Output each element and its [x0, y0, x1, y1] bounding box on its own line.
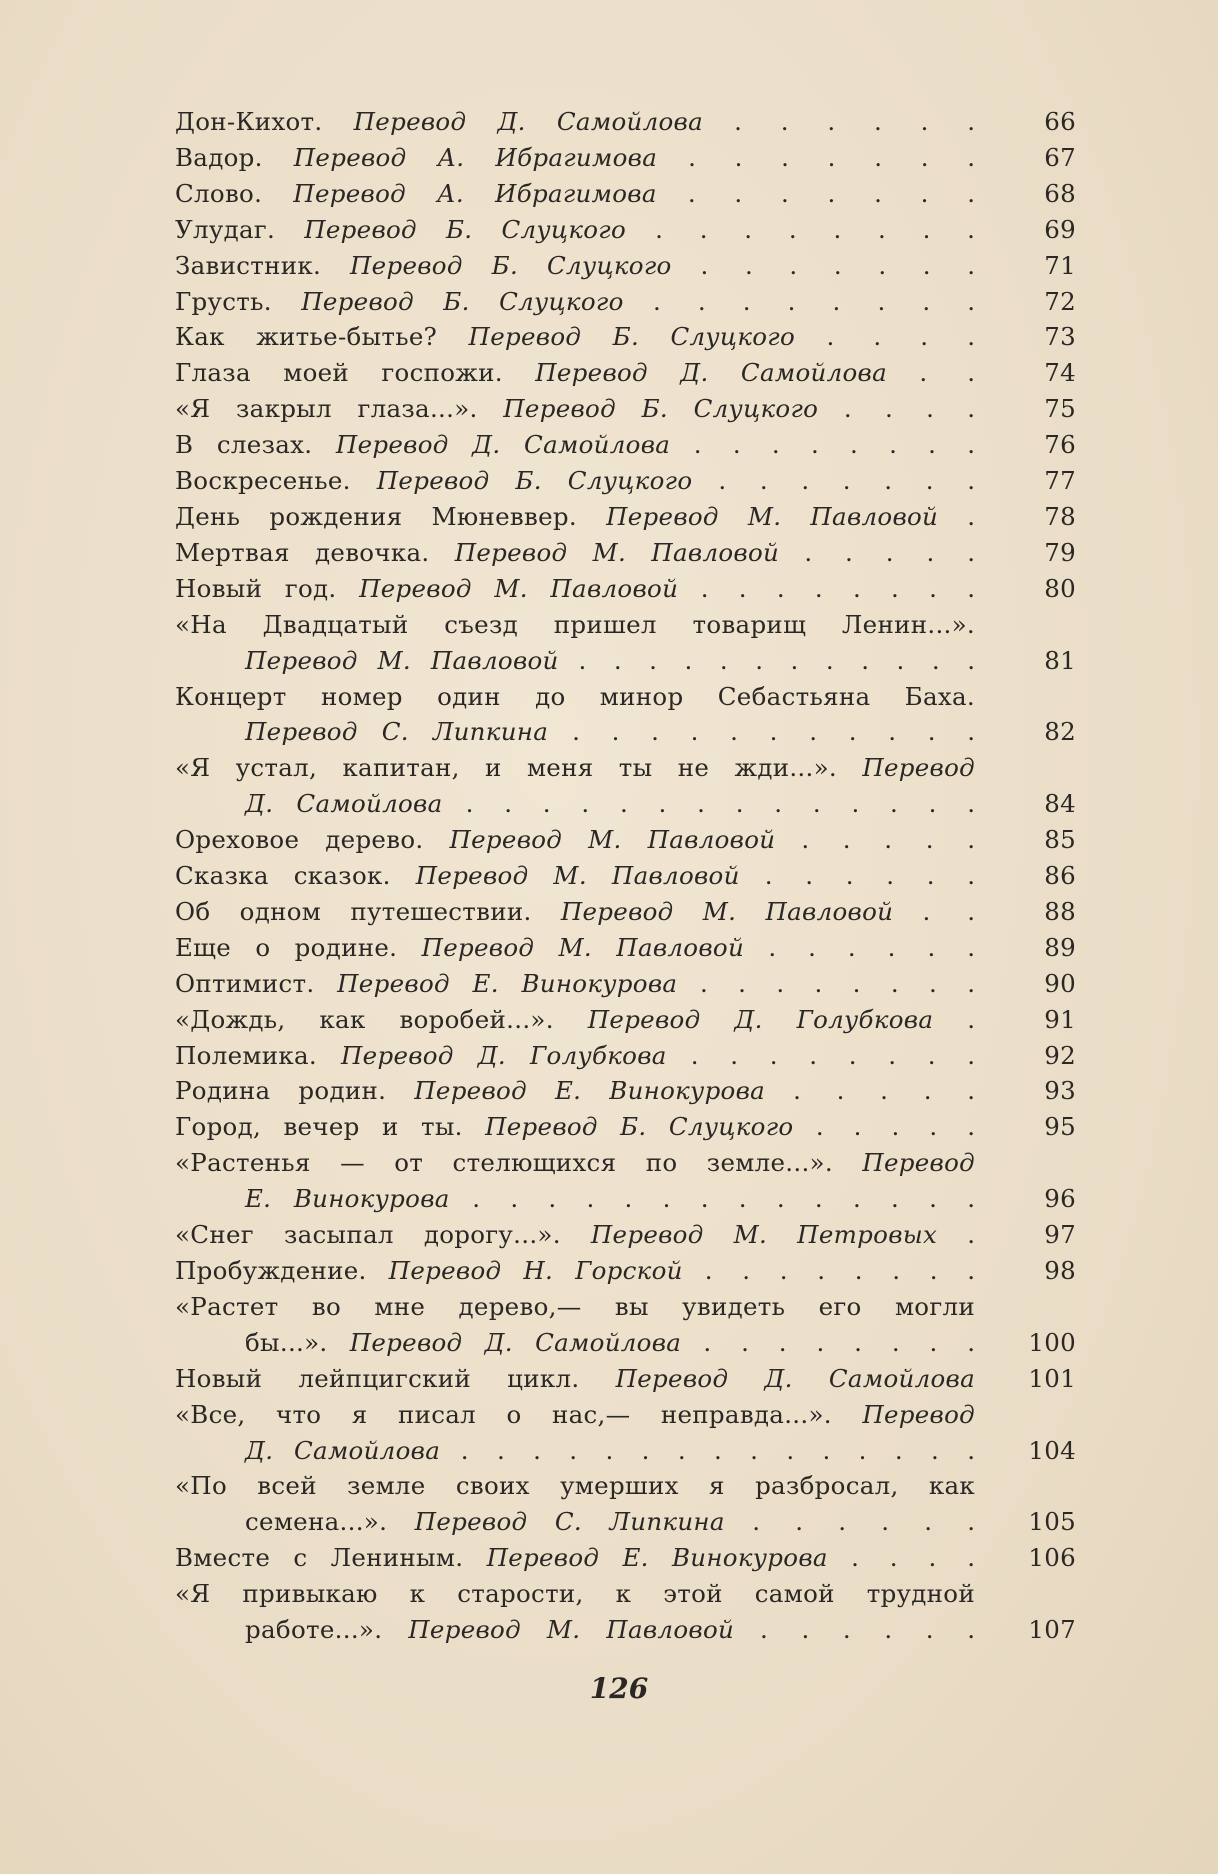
toc-entry [175, 463, 1080, 499]
toc-line [175, 966, 975, 1002]
leader-dots: . . . . . . . . [703, 1327, 975, 1357]
poem-title: бы...». [245, 1327, 328, 1357]
toc-page-number: 104 [1028, 1435, 1076, 1465]
toc-line [175, 319, 975, 355]
leader-dots: . . . . . . . . [693, 430, 975, 460]
toc-entry [175, 858, 1080, 894]
poem-title: Как житье-бытье? [175, 322, 438, 352]
translator-credit: Перевод Д. Самойлова [335, 430, 671, 460]
poem-title: Мертвая девочка. [175, 537, 430, 567]
toc-entry-text [175, 571, 975, 607]
toc-entry [175, 1468, 1080, 1540]
poem-title: Пробуждение. [175, 1256, 367, 1285]
toc-entry [175, 535, 1080, 571]
toc-line [175, 391, 975, 427]
toc-line [175, 499, 975, 535]
toc-entry-text [175, 284, 975, 320]
leader-dots: . . . . . . [768, 932, 976, 962]
toc-line [175, 1504, 975, 1540]
toc-entry-text [175, 104, 975, 140]
toc-entry [175, 1109, 1080, 1145]
translator-credit: Перевод М. Павловой [454, 537, 780, 567]
poem-title: Новый год. [175, 573, 337, 603]
leader-dots: . [967, 1004, 975, 1034]
poem-title: Об одном путешествии. [175, 896, 532, 926]
toc-line [175, 679, 975, 715]
poem-title: «Растет во мне дерево,— вы увидеть его могли [175, 1291, 975, 1321]
translator-credit: Перевод Б. Слуцкого [376, 466, 693, 496]
toc-entry [175, 1540, 1080, 1576]
poem-title: Глаза моей госпожи. [175, 358, 503, 388]
toc-entry-text [175, 1002, 975, 1038]
toc-line [175, 248, 975, 284]
leader-dots: . . . . [851, 1543, 976, 1573]
translator-credit: Перевод Д. Голубкова [587, 1004, 934, 1034]
toc-entry [175, 499, 1080, 535]
poem-title: День рождения Мюневвер. [175, 501, 577, 531]
poem-title: Вместе с Лениным. [175, 1543, 464, 1573]
toc-page-number: 105 [1028, 1507, 1076, 1537]
translator-credit: Перевод М. Павловой [408, 1615, 735, 1645]
toc-entry [175, 1361, 1080, 1397]
toc-entry [175, 391, 1080, 427]
translator-credit: Перевод Б. Слуцкого [301, 286, 624, 316]
toc-line [175, 1145, 975, 1181]
toc-page-number: 85 [1044, 825, 1076, 855]
toc-line [175, 822, 975, 858]
leader-dots: . . . . . . . . . . . . [578, 645, 976, 675]
toc-line [175, 427, 975, 463]
toc-entry-text [175, 679, 975, 751]
leader-dots: . . . . . . . . [653, 286, 975, 316]
translator-credit: Перевод С. Липкина [414, 1507, 725, 1537]
toc-page-number: 88 [1044, 896, 1076, 926]
translator-credit: Перевод Е. Винокурова [337, 968, 678, 998]
toc-entry [175, 930, 1080, 966]
toc-entry-text [175, 499, 975, 535]
toc-line [175, 1433, 975, 1469]
toc-page-number: 69 [1044, 214, 1076, 244]
toc-entry [175, 284, 1080, 320]
leader-dots: . . . . . . . . [704, 1256, 975, 1285]
toc-page-number: 96 [1044, 1184, 1076, 1214]
toc-page-number: 84 [1044, 789, 1076, 819]
toc-entry-text [175, 1468, 975, 1540]
leader-dots: . . . . . . . . . . . . . . [472, 1184, 975, 1214]
toc-line [175, 1109, 975, 1145]
leader-dots: . [967, 1220, 976, 1250]
translator-credit: Перевод С. Липкина [245, 717, 549, 747]
toc-line [175, 1576, 975, 1612]
toc-entry [175, 607, 1080, 679]
poem-title: Полемика. [175, 1040, 317, 1070]
toc-entry [175, 679, 1080, 751]
translator-credit: Перевод [862, 1399, 975, 1429]
toc-page-number: 100 [1028, 1327, 1076, 1357]
leader-dots: . . [919, 358, 975, 388]
leader-dots: . . . . . . . [700, 250, 975, 280]
translator-credit: Перевод М. Павловой [421, 932, 745, 962]
leader-dots: . . . . . . . . [699, 968, 975, 998]
toc-entry-text [175, 1540, 975, 1576]
toc-entry-text [175, 930, 975, 966]
toc-entry-text [175, 319, 975, 355]
leader-dots: . . . . . . . . . . . [572, 717, 976, 747]
toc-page-number: 72 [1044, 286, 1076, 316]
translator-credit: Перевод Н. Горской [388, 1256, 683, 1285]
translator-credit: Перевод [862, 753, 975, 783]
toc-entry-text [175, 1217, 975, 1253]
poem-title: «Все, что я писал о нас,— неправда...». [175, 1399, 832, 1429]
poem-title: Оптимист. [175, 968, 315, 998]
leader-dots: . . [922, 896, 975, 926]
toc-line [175, 786, 975, 822]
leader-dots: . . . . . . . [687, 178, 975, 208]
translator-credit: Перевод [862, 1148, 975, 1178]
toc-page-number: 91 [1044, 1004, 1076, 1034]
toc-page-number: 81 [1044, 645, 1076, 675]
toc-page-number: 68 [1044, 178, 1076, 208]
poem-title: работе...». [245, 1615, 383, 1645]
poem-title: Слово. [175, 178, 263, 208]
translator-credit: Перевод М. Павловой [245, 645, 559, 675]
translator-credit: Перевод Б. Слуцкого [468, 322, 796, 352]
leader-dots: . . . . . . . . . . . . . . [465, 789, 975, 819]
toc-page-number: 78 [1044, 501, 1076, 531]
toc-entry-text [175, 822, 975, 858]
leader-dots: . . . . . [793, 1076, 976, 1106]
leader-dots: . [967, 501, 976, 531]
translator-credit: Перевод Б. Слуцкого [304, 214, 627, 244]
toc-page-number: 73 [1044, 322, 1076, 352]
toc-entry-text [175, 1576, 975, 1648]
leader-dots: . . . . . . [760, 1615, 975, 1645]
toc-line [175, 1397, 975, 1433]
toc-entry-text [175, 176, 975, 212]
translator-credit: Перевод А. Ибрагимова [293, 142, 658, 172]
toc-page-number: 79 [1044, 537, 1076, 567]
toc-page-number: 80 [1044, 573, 1076, 603]
toc-line [175, 1181, 975, 1217]
toc-entry-text [175, 212, 975, 248]
toc-entry [175, 1576, 1080, 1648]
translator-credit: Перевод Д. Голубкова [341, 1040, 667, 1070]
toc-page-number: 66 [1044, 107, 1076, 136]
toc-page-number: 90 [1044, 968, 1076, 998]
toc-line [175, 463, 975, 499]
toc-line [175, 535, 975, 571]
toc-entry [175, 1038, 1080, 1074]
poem-title: «По всей земле своих умерших я разбросал, как [175, 1471, 975, 1501]
toc-page-number: 97 [1044, 1220, 1076, 1250]
toc-entry [175, 1217, 1080, 1253]
toc-line [175, 1217, 975, 1253]
poem-title: Сказка сказок. [175, 861, 391, 891]
leader-dots: . . . . . . . . [700, 573, 975, 603]
toc-line [175, 1325, 975, 1361]
toc-entry-text [175, 858, 975, 894]
toc-entry [175, 1397, 1080, 1469]
toc-entry-text [175, 248, 975, 284]
page-number: 126 [589, 1672, 649, 1705]
toc-entry-text [175, 355, 975, 391]
poem-title: Вадор. [175, 142, 263, 172]
toc-line [175, 284, 975, 320]
poem-title: Завистник. [175, 250, 322, 280]
toc-entry [175, 1002, 1080, 1038]
toc-entry [175, 822, 1080, 858]
translator-credit: Перевод Д. Самойлова [349, 1327, 682, 1357]
translator-credit: Д. Самойлова [245, 1435, 441, 1465]
toc-line [175, 643, 975, 679]
translator-credit: Перевод М. Павловой [415, 861, 740, 891]
toc-entry-text [175, 140, 975, 176]
toc-line [175, 176, 975, 212]
toc-entry-text [175, 1145, 975, 1217]
toc-page-number: 98 [1044, 1256, 1076, 1285]
poem-title: «Дождь, как воробей...». [175, 1004, 554, 1034]
toc-page-number: 92 [1044, 1040, 1076, 1070]
toc-entry [175, 750, 1080, 822]
leader-dots: . . . . . . [752, 1507, 975, 1537]
toc-line [175, 1361, 975, 1397]
leader-dots: . . . . . [815, 1112, 976, 1142]
toc-line [175, 930, 975, 966]
leader-dots: . . . . [826, 322, 975, 352]
toc-page-number: 67 [1044, 142, 1076, 172]
poem-title: «Я устал, капитан, и меня ты не жди...». [175, 753, 837, 783]
translator-credit: Перевод Д. Самойлова [353, 107, 703, 136]
leader-dots: . . . . . . [734, 107, 976, 136]
toc-page-number: 71 [1044, 250, 1076, 280]
toc-entry [175, 140, 1080, 176]
toc-entry-text [175, 463, 975, 499]
toc-page-number: 74 [1044, 358, 1076, 388]
toc-line [175, 750, 975, 786]
toc-entry [175, 176, 1080, 212]
poem-title: Улудаг. [175, 214, 276, 244]
toc-page-number: 107 [1028, 1615, 1076, 1645]
translator-credit: Перевод Д. Самойлова [615, 1363, 976, 1393]
toc-line [175, 1073, 975, 1109]
toc-page-number: 89 [1044, 932, 1076, 962]
leader-dots: . . . . . . . [688, 142, 975, 172]
toc-entry-text [175, 607, 975, 679]
toc-entry-text [175, 1253, 975, 1289]
leader-dots: . . . . . . . . . . . . . . . [460, 1435, 975, 1465]
toc-entry-text [175, 535, 975, 571]
toc-entry [175, 248, 1080, 284]
toc-line [175, 714, 975, 750]
leader-dots: . . . . . . [764, 861, 975, 891]
translator-credit: Е. Винокурова [245, 1184, 450, 1214]
toc-entry [175, 104, 1080, 140]
toc-page-number: 95 [1044, 1112, 1076, 1142]
leader-dots: . . . . . [801, 825, 975, 855]
toc-page-number: 106 [1028, 1543, 1076, 1573]
toc-entry-text [175, 1038, 975, 1074]
toc-entry [175, 1289, 1080, 1361]
leader-dots: . . . . . . . . [655, 214, 975, 244]
poem-title: Грусть. [175, 286, 272, 316]
poem-title: Воскресенье. [175, 466, 351, 496]
toc-page-number: 82 [1044, 717, 1076, 747]
table-of-contents [175, 104, 1080, 1648]
poem-title: «На Двадцатый съезд пришел товарищ Ленин...». [175, 609, 975, 639]
poem-title: «Я привыкаю к старости, к этой самой трудной [175, 1579, 975, 1609]
toc-line [175, 1540, 975, 1576]
translator-credit: Перевод М. Павловой [359, 573, 679, 603]
poem-title: «Снег засыпал дорогу...». [175, 1220, 561, 1250]
toc-line [175, 140, 975, 176]
toc-entry-text [175, 1397, 975, 1469]
toc-line [175, 1002, 975, 1038]
toc-page-number: 75 [1044, 394, 1076, 424]
poem-title: В слезах. [175, 430, 313, 460]
toc-line [175, 894, 975, 930]
toc-line [175, 1038, 975, 1074]
toc-entry [175, 1073, 1080, 1109]
poem-title: Родина родин. [175, 1076, 387, 1106]
translator-credit: Перевод Е. Винокурова [486, 1543, 828, 1573]
leader-dots: . . . . [843, 394, 975, 424]
toc-line [175, 104, 975, 140]
toc-page-number: 101 [1028, 1363, 1076, 1393]
translator-credit: Перевод М. Павловой [606, 501, 939, 531]
translator-credit: Перевод А. Ибрагимова [293, 178, 657, 208]
translator-credit: Д. Самойлова [245, 789, 443, 819]
toc-page-number: 93 [1044, 1076, 1076, 1106]
poem-title: Новый лейпцигский цикл. [175, 1363, 580, 1393]
poem-title: Город, вечер и ты. [175, 1112, 463, 1142]
toc-entry [175, 1145, 1080, 1217]
toc-entry-text [175, 894, 975, 930]
leader-dots: . . . . . [804, 537, 975, 567]
toc-entry [175, 1253, 1080, 1289]
poem-title: Еще о родине. [175, 932, 398, 962]
toc-entry-text [175, 427, 975, 463]
translator-credit: Перевод М. Павловой [560, 896, 894, 926]
toc-entry-text [175, 1361, 975, 1397]
toc-page-number: 86 [1044, 861, 1076, 891]
toc-entry [175, 427, 1080, 463]
translator-credit: Перевод Б. Слуцкого [503, 394, 819, 424]
translator-credit: Перевод М. Павловой [449, 825, 776, 855]
toc-entry [175, 319, 1080, 355]
poem-title: Ореховое дерево. [175, 825, 424, 855]
toc-line [175, 355, 975, 391]
toc-line [175, 212, 975, 248]
toc-entry-text [175, 1289, 975, 1361]
poem-title: «Растенья — от стелющихся по земле...». [175, 1148, 833, 1178]
toc-entry [175, 571, 1080, 607]
toc-line [175, 858, 975, 894]
toc-page-number: 76 [1044, 430, 1076, 460]
toc-line [175, 571, 975, 607]
toc-entry-text [175, 1073, 975, 1109]
toc-line [175, 1612, 975, 1648]
toc-line [175, 1289, 975, 1325]
toc-line [175, 1253, 975, 1289]
toc-entry [175, 966, 1080, 1002]
translator-credit: Перевод Д. Самойлова [535, 358, 888, 388]
toc-entry-text [175, 750, 975, 822]
toc-line [175, 607, 975, 643]
translator-credit: Перевод М. Петровых [590, 1220, 938, 1250]
translator-credit: Перевод Б. Слуцкого [350, 250, 672, 280]
translator-credit: Перевод Б. Слуцкого [485, 1112, 794, 1142]
toc-entry [175, 212, 1080, 248]
leader-dots: . . . . . . . [718, 466, 976, 496]
toc-entry [175, 894, 1080, 930]
leader-dots: . . . . . . . . [690, 1040, 975, 1070]
poem-title: «Я закрыл глаза...». [175, 394, 478, 424]
toc-line [175, 1468, 975, 1504]
toc-entry-text [175, 391, 975, 427]
toc-entry [175, 355, 1080, 391]
poem-title: Концерт номер один до минор Себастьяна Баха. [175, 681, 975, 711]
toc-entry-text [175, 966, 975, 1002]
toc-page-number: 77 [1044, 466, 1076, 496]
poem-title: семена...». [245, 1507, 388, 1537]
poem-title: Дон-Кихот. [175, 107, 323, 136]
toc-entry-text [175, 1109, 975, 1145]
translator-credit: Перевод Е. Винокурова [414, 1076, 766, 1106]
